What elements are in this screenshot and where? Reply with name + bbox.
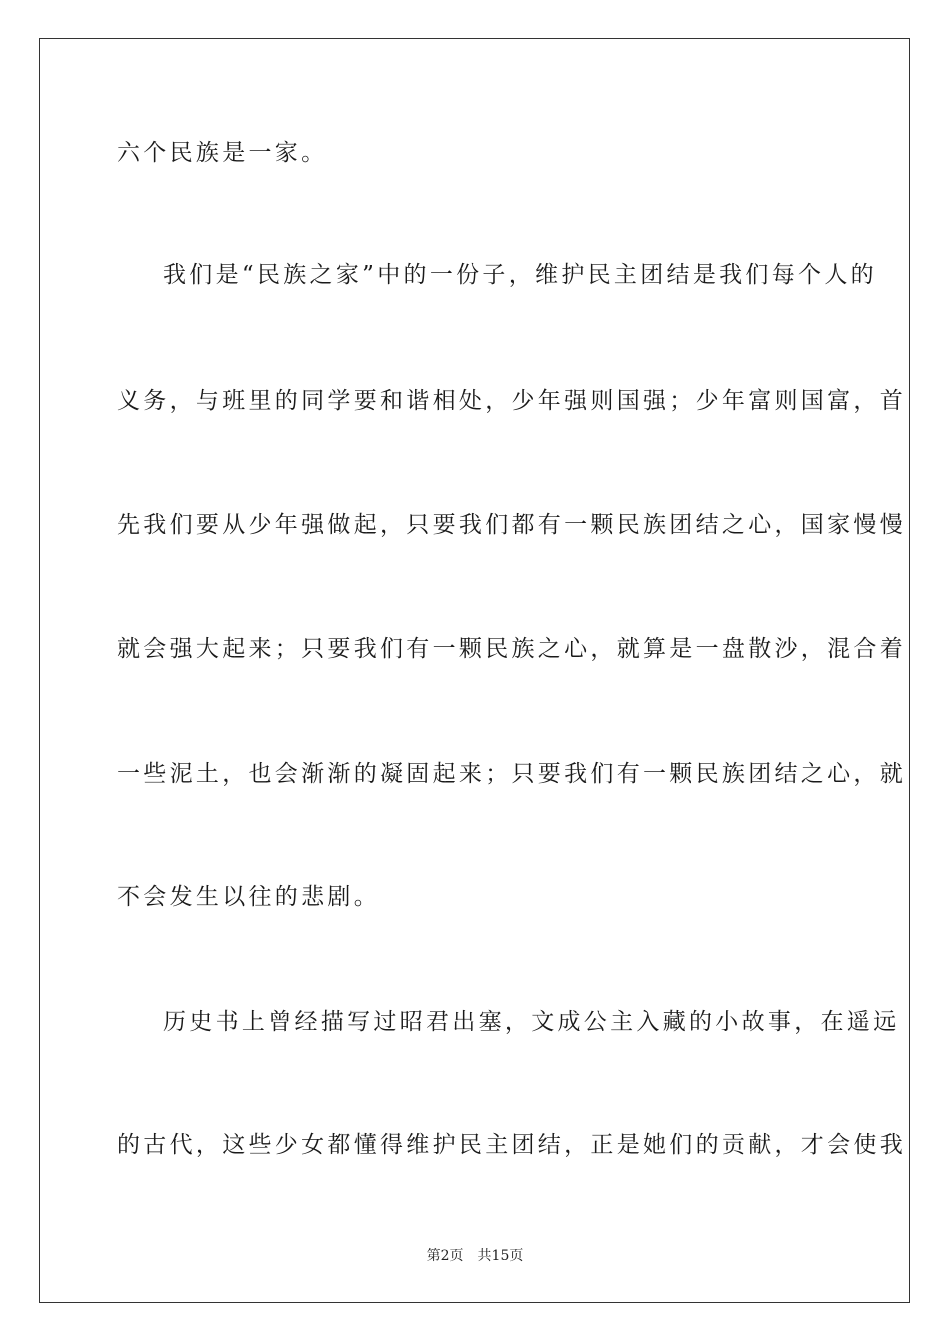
text-line-1: 六个民族是一家。 [117, 140, 328, 166]
text-line-4: 先我们要从少年强做起，只要我们都有一颗民族团结之心，国家慢慢 [117, 512, 906, 538]
page-total: 共15页 [477, 1248, 524, 1264]
page-border [39, 38, 910, 1303]
text-line-7: 不会发生以往的悲剧。 [117, 884, 380, 910]
text-line-2: 我们是“民族之家”中的一份子，维护民主团结是我们每个人的 [163, 262, 877, 288]
text-line-6: 一些泥土，也会渐渐的凝固起来；只要我们有一颗民族团结之心，就 [117, 761, 906, 787]
page-footer [0, 1247, 950, 1265]
page-number: 第2页 [426, 1248, 464, 1264]
text-line-5: 就会强大起来；只要我们有一颗民族之心，就算是一盘散沙，混合着 [117, 636, 906, 662]
text-line-3: 义务，与班里的同学要和谐相处，少年强则国强；少年富则国富，首 [117, 388, 906, 414]
text-line-8: 历史书上曾经描写过昭君出塞，文成公主入藏的小故事，在遥远 [163, 1009, 900, 1035]
text-line-9: 的古代，这些少女都懂得维护民主团结，正是她们的贡献，才会使我 [117, 1132, 906, 1158]
